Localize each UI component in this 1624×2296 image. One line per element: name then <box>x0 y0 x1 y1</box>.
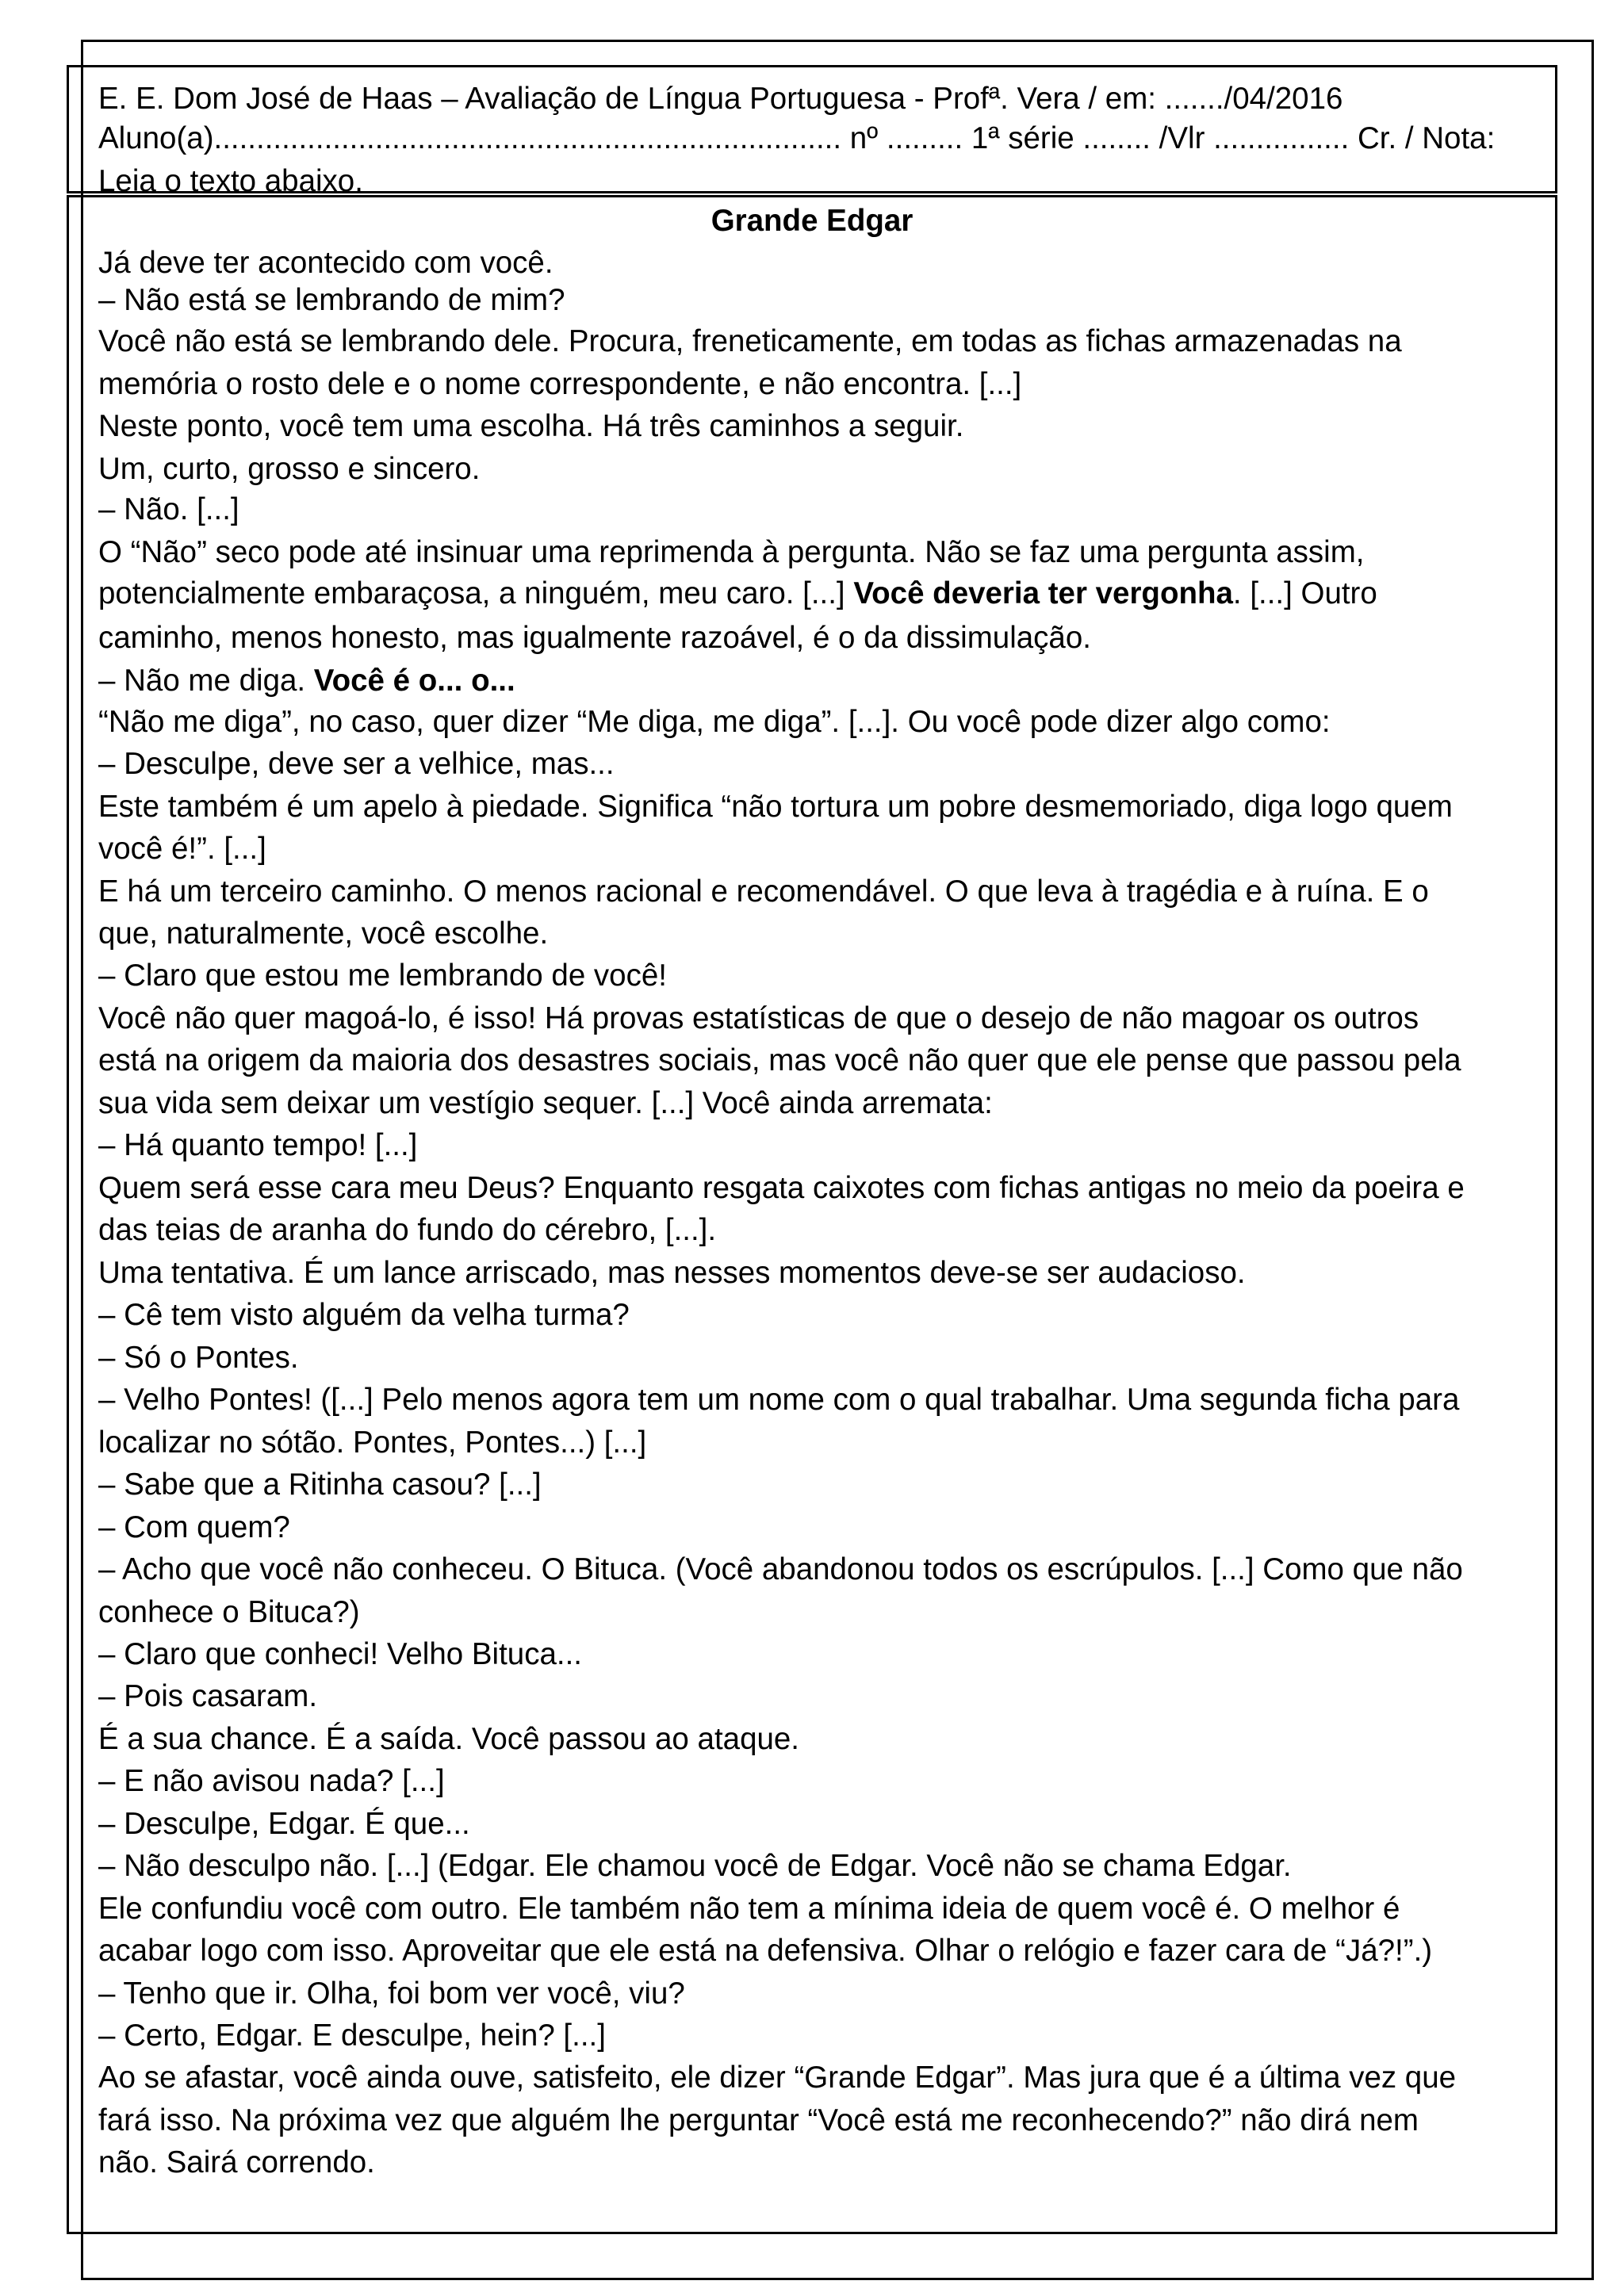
text-line: das teias de aranha do fundo do cérebro, [...]. <box>98 1213 717 1247</box>
text-line <box>98 663 515 699</box>
text-line: – Pois casaram. <box>98 1679 318 1713</box>
text-segment: – Não me diga. <box>98 664 314 698</box>
text-line: – Não desculpo não. [...] (Edgar. Ele chamou você de Edgar. Você não se chama Edgar. <box>98 1849 1292 1883</box>
text-line <box>98 576 1377 612</box>
text-line: Você não quer magoá-lo, é isso! Há provas estatísticas de que o desejo de não magoar os outros <box>98 1001 1419 1035</box>
text-line: É a sua chance. É a saída. Você passou ao ataque. <box>98 1722 799 1756</box>
text-line: que, naturalmente, você escolhe. <box>98 916 549 951</box>
text-line: – Não. [...] <box>98 492 239 526</box>
text-line: Neste ponto, você tem uma escolha. Há três caminhos a seguir. <box>98 409 964 443</box>
bold-emphasis: Você deveria ter vergonha <box>853 576 1233 610</box>
text-segment: potencialmente embaraçosa, a ninguém, meu caro. [...] <box>98 576 854 610</box>
text-line: Ao se afastar, você ainda ouve, satisfeito, ele dizer “Grande Edgar”. Mas jura que é a última vez que <box>98 2061 1457 2095</box>
text-segment: . [...] Outro <box>1232 576 1377 610</box>
text-line: Ele confundiu você com outro. Ele também não tem a mínima ideia de quem você é. O melhor é <box>98 1892 1400 1926</box>
text-line: “Não me diga”, no caso, quer dizer “Me diga, me diga”. [...]. Ou você pode dizer algo como: <box>98 705 1331 739</box>
instruction: Leia o texto abaixo. <box>98 164 363 198</box>
text-line: Você não está se lembrando dele. Procura, freneticamente, em todas as fichas armazenadas na <box>98 324 1402 358</box>
text-line: – Certo, Edgar. E desculpe, hein? [...] <box>98 2019 606 2053</box>
text-line: – Tenho que ir. Olha, foi bom ver você, viu? <box>98 1976 685 2011</box>
text-line: conhece o Bituca?) <box>98 1595 360 1629</box>
text-line: – E não avisou nada? [...] <box>98 1764 445 1798</box>
bold-emphasis: Você é o... o... <box>313 664 515 698</box>
text-line: fará isso. Na próxima vez que alguém lhe perguntar “Você está me reconhecendo?” não dirá nem <box>98 2103 1419 2137</box>
text-line: – Velho Pontes! ([...] Pelo menos agora tem um nome com o qual trabalhar. Uma segunda ficha para <box>98 1383 1460 1417</box>
text-line: – Não está se lembrando de mim? <box>98 283 565 317</box>
text-line: acabar logo com isso. Aproveitar que ele está na defensiva. Olhar o relógio e fazer cara de “Já?!”.) <box>98 1934 1433 1968</box>
text-line: Já deve ter acontecido com você. <box>98 246 553 280</box>
text-line: – Desculpe, deve ser a velhice, mas... <box>98 747 615 781</box>
text-line: você é!”. [...] <box>98 832 266 866</box>
header-student-line: Aluno(a).......................................................................... nº ......... 1ª série ........ /Vlr ................ Cr. / Nota: <box>98 121 1496 155</box>
text-line: – Só o Pontes. <box>98 1341 299 1375</box>
text-line: sua vida sem deixar um vestígio sequer. [...] Você ainda arremata: <box>98 1086 993 1120</box>
text-line: – Há quanto tempo! [...] <box>98 1128 418 1162</box>
text-line: O “Não” seco pode até insinuar uma reprimenda à pergunta. Não se faz uma pergunta assim, <box>98 535 1365 569</box>
text-line: – Claro que estou me lembrando de você! <box>98 959 667 993</box>
text-line: Um, curto, grosso e sincero. <box>98 452 481 486</box>
text-line: E há um terceiro caminho. O menos racional e recomendável. O que leva à tragédia e à ruína. E o <box>98 874 1429 909</box>
text-line: localizar no sótão. Pontes, Pontes...) [...] <box>98 1425 647 1460</box>
text-line: – Desculpe, Edgar. É que... <box>98 1807 470 1841</box>
text-line: – Cê tem visto alguém da velha turma? <box>98 1298 630 1332</box>
text-line: Uma tentativa. É um lance arriscado, mas nesses momentos deve-se ser audacioso. <box>98 1256 1246 1290</box>
text-line: – Acho que você não conheceu. O Bituca. (Você abandonou todos os escrúpulos. [...] Como que não <box>98 1552 1463 1586</box>
text-line: Este também é um apelo à piedade. Significa “não tortura um pobre desmemoriado, diga logo quem <box>98 790 1453 824</box>
text-title: Grande Edgar <box>710 204 914 238</box>
text-line: – Com quem? <box>98 1510 290 1544</box>
text-line: Quem será esse cara meu Deus? Enquanto resgata caixotes com fichas antigas no meio da poeira e <box>98 1171 1465 1205</box>
text-line: não. Sairá correndo. <box>98 2145 375 2179</box>
text-line: – Sabe que a Ritinha casou? [...] <box>98 1468 542 1502</box>
text-line: – Claro que conheci! Velho Bituca... <box>98 1637 582 1671</box>
text-line: memória o rosto dele e o nome correspondente, e não encontra. [...] <box>98 367 1022 401</box>
text-line: caminho, menos honesto, mas igualmente razoável, é o da dissimulação. <box>98 621 1091 655</box>
header-school-line: E. E. Dom José de Haas – Avaliação de Língua Portuguesa - Profª. Vera / em: ......./04/2016 <box>98 82 1343 116</box>
text-line: está na origem da maioria dos desastres sociais, mas você não quer que ele pense que passou pela <box>98 1043 1461 1077</box>
